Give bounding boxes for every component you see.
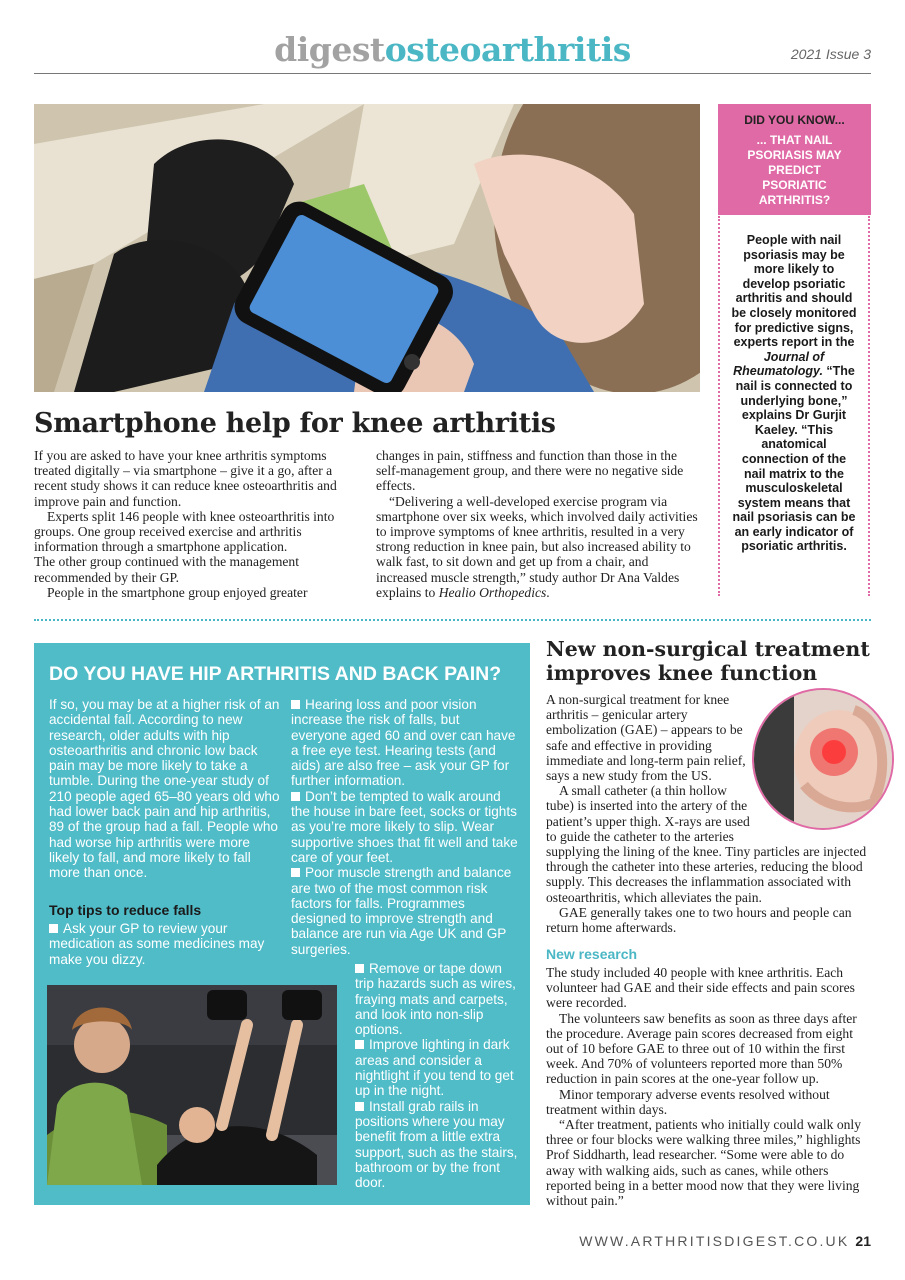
page-number: 21 — [855, 1233, 871, 1249]
square-bullet-icon — [355, 1102, 364, 1111]
article2-p4: The study included 40 people with knee arthritis. Each volunteer had GAE and their side effects and pain scores were recorded. — [546, 965, 855, 1011]
tips-column-lower — [355, 961, 520, 1190]
tips-column — [291, 697, 519, 957]
article2-p6: Minor temporary adverse events resolved without treatment within days. — [546, 1086, 830, 1117]
article1-p6-text: “Delivering a well-developed exercise program via smartphone over six weeks, which involved daily activities to improve symptoms of knee arthritis, resulted in a very strong reduction in knee pain, but also increased ability to walk fast, to sit down and get up from a chair, and increased muscle strength,” study author Dr Ana Valdes explains to — [376, 493, 698, 600]
tip-item — [291, 789, 519, 865]
article1-p4: People in the smartphone group enjoyed greater — [47, 584, 308, 600]
square-bullet-icon — [291, 868, 300, 877]
header-rule — [34, 73, 871, 74]
tip-item — [355, 961, 520, 1037]
dyk-journal: Journal of Rheumatology. — [733, 349, 825, 379]
tip-item — [355, 1099, 520, 1191]
article2-p1: A non-surgical treatment for knee arthritis – genicular artery embolization (GAE) – appears to be safe and effective in providing immediate and long-term pain relief, says a new study from the US. — [546, 692, 746, 784]
masthead — [0, 30, 905, 69]
article2-headline: New non-surgical treatment improves knee function — [546, 637, 870, 685]
did-you-know-subtitle: ... THAT NAIL PSORIASIS MAY PREDICT PSORIATIC ARTHRITIS? — [747, 133, 842, 207]
new-research-subhead: New research — [546, 946, 638, 962]
article2-p2b: supplying the lining of the knee. Tiny particles are injected through the catheter into these arteries, reducing the blood supply. This decreases the inflammation associated with osteoarthritis, which alleviates the pain. — [546, 844, 867, 905]
article1-p6 — [376, 494, 698, 600]
article1-col2 — [376, 448, 698, 600]
hip-box-intro: If so, you may be at a higher risk of an accidental fall. According to new research, older adults with hip osteoarthritis and chronic low back pain may be more likely to take a tumble. During the one-year study of 210 people aged 65–80 years old who had lower back pain and hip arthritis, 89 of the group had a fall. People who had worse hip arthritis were more likely to fall, and more likely to fall more than once. — [49, 697, 280, 881]
square-bullet-icon — [291, 792, 300, 801]
article1-p5: changes in pain, stiffness and function than those in the self-management group, and there were no negative side effects. — [376, 448, 684, 494]
knee-pain-photo — [752, 688, 894, 830]
smartphone-photo — [34, 104, 700, 392]
did-you-know-text — [730, 233, 858, 554]
article1-source: Healio Orthopedics — [438, 584, 547, 600]
article2-p2a: A small catheter (a thin hollow tube) is inserted into the artery of the patient’s upper thigh. X-rays are used to guide the catheter to the arteries — [546, 783, 750, 844]
exercise-photo — [47, 985, 337, 1185]
article2-intro — [546, 692, 751, 844]
did-you-know-header — [718, 104, 871, 215]
article1-col1 — [34, 448, 360, 600]
square-bullet-icon — [49, 924, 58, 933]
article1-p1: If you are asked to have your knee arthritis symptoms treated digitally – via smartphone – give it a go, after a recent study shows it can reduce knee osteoarthritis and improve pain and function. — [34, 448, 337, 509]
article2-research — [546, 965, 872, 1208]
masthead-osteoarthritis: osteoarthritis — [384, 30, 631, 69]
tip-item — [355, 1037, 520, 1098]
tip-text: Install grab rails in positions where you may benefit from a little extra support, such as the stairs, bathroom or by the front door. — [355, 1098, 518, 1191]
square-bullet-icon — [355, 1040, 364, 1049]
square-bullet-icon — [291, 700, 300, 709]
article1-p2: Experts split 146 people with knee osteoarthritis into groups. One group received exercise and arthritis information through a smartphone application. — [34, 508, 335, 555]
did-you-know-body — [718, 216, 870, 596]
footer — [579, 1233, 871, 1249]
square-bullet-icon — [355, 964, 364, 973]
tip-text: Hearing loss and poor vision increase the risk of falls, but everyone aged 60 and over can have a free eye test. Hearing tests (and aids) are also free – ask your GP for further information. — [291, 697, 516, 789]
dyk-text-a: People with nail psoriasis may be more likely to develop psoriatic arthritis and should be closely monitored for predictive signs, experts report in the — [731, 233, 857, 350]
tips-heading: Top tips to reduce falls — [49, 902, 202, 918]
masthead-digest: digest — [274, 30, 385, 69]
did-you-know-title: DID YOU KNOW... — [744, 113, 845, 127]
footer-url: WWW.ARTHRITISDIGEST.CO.UK — [579, 1233, 850, 1249]
tip-item — [291, 697, 519, 789]
tip-text: Ask your GP to review your medication as some medicines may make you dizzy. — [49, 921, 265, 967]
tip-text: Improve lighting in dark areas and consider a nightlight if you tend to get up in the night. — [355, 1037, 514, 1099]
article1-p6-end: . — [546, 584, 550, 600]
article2-p5: The volunteers saw benefits as soon as three days after the procedure. Average pain scores decreased from eight out of 10 before GAE to three out of 10 within the first week. And 70% of volunteers reported more than 50% reduction in pain scores at the one-year follow up. — [546, 1010, 857, 1087]
article1-headline: Smartphone help for knee arthritis — [34, 408, 556, 439]
tip-text: Poor muscle strength and balance are two of the most common risk factors for falls. Programmes designed to improve strength and balance are run via Age UK and GP surgeries. — [291, 865, 512, 957]
article1-p3: The other group continued with the management recommended by their GP. — [34, 554, 299, 585]
section-divider — [34, 619, 871, 621]
tip-text: Remove or tape down trip hazards such as wires, fraying mats and carpets, and look into non-slip options. — [355, 961, 516, 1038]
tip-text: Don’t be tempted to walk around the house in bare feet, socks or tights as you’re more likely to slip. Wear supportive shoes that fit well and take care of your feet. — [291, 788, 518, 865]
dyk-text-b: “The nail is connected to underlying bone,” explains Dr Gurjit Kaeley. “This anatomical connection of the nail matrix to the musculoskeletal system means that nail psoriasis can be an early indicator of psoriatic arthritis. — [732, 364, 856, 554]
article2-body — [546, 844, 872, 935]
tip-item — [49, 921, 284, 967]
article2-p7: “After treatment, patients who initially could walk only three or four blocks were walking three miles,” highlights Prof Siddharth, lead researcher. “Some were able to do away with walking aids, such as canes, while others reported being in a better mood now that they were living without pain.” — [546, 1117, 862, 1209]
hip-box-title: DO YOU HAVE HIP ARTHRITIS AND BACK PAIN? — [49, 663, 502, 685]
article2-p3: GAE generally takes one to two hours and people can return home afterwards. — [546, 904, 852, 936]
tip-item — [291, 865, 519, 957]
issue-label: 2021 Issue 3 — [790, 46, 871, 62]
